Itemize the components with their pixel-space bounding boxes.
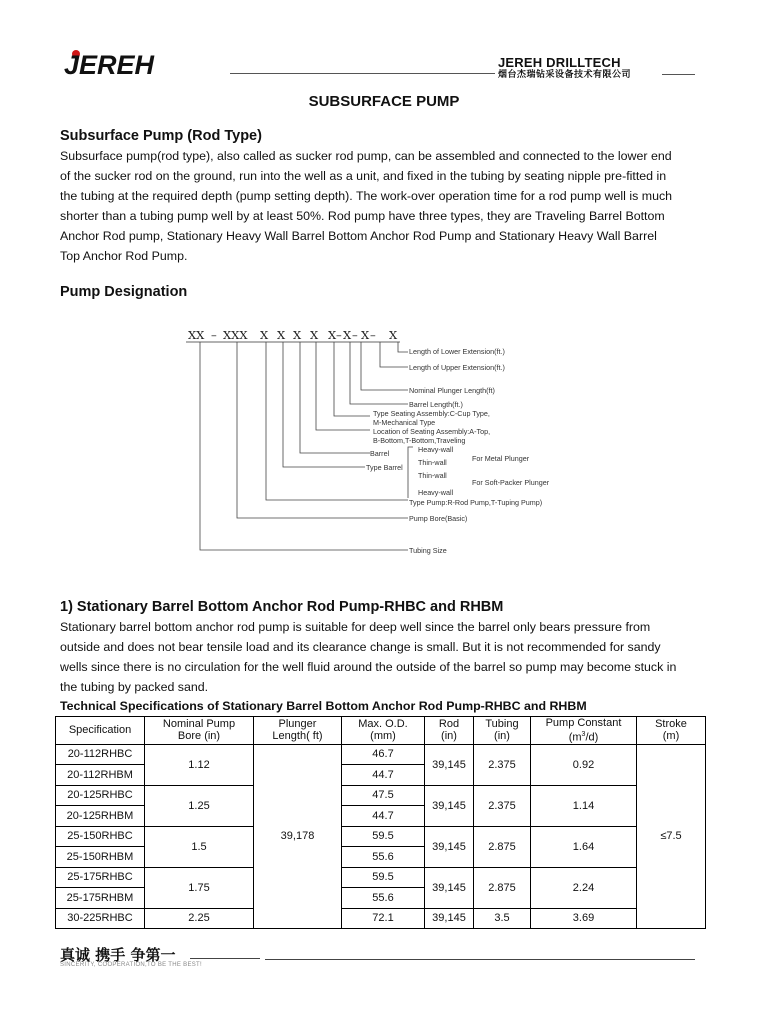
code-seating-location: X — [310, 328, 319, 342]
cell-spec: 20-112RHBM — [56, 765, 145, 786]
cell-bore: 1.75 — [145, 867, 254, 908]
table-row — [56, 867, 706, 888]
table-row — [56, 785, 706, 806]
cell-tubing: 2.875 — [474, 826, 531, 867]
table-row — [56, 826, 706, 847]
paragraph-line: Top Anchor Rod Pump. — [60, 248, 188, 263]
cell-tubing: 2.875 — [474, 867, 531, 908]
table-caption: Technical Specifications of Stationary Barrel Bottom Anchor Rod Pump-RHBC and RHBM — [60, 699, 587, 713]
cell-spec: 25-150RHBM — [56, 847, 145, 868]
header-od: Max. O.D. (mm) — [342, 717, 425, 745]
cell-rod: 39,145 — [425, 744, 474, 785]
cell-tubing: 2.375 — [474, 744, 531, 785]
code-tubing: XX — [188, 328, 205, 342]
label-seating-3: Location of Seating Assembly:A-Top, — [373, 427, 491, 436]
cell-od: 47.5 — [342, 785, 425, 806]
cell-spec: 20-112RHBC — [56, 744, 145, 765]
cell-plunger-length: 39,178 — [254, 744, 342, 929]
paragraph-line: the tubing by packed sand. — [60, 679, 209, 694]
header-rod: Rod (in) — [425, 717, 474, 745]
cell-tubing: 3.5 — [474, 908, 531, 929]
pump-designation-diagram — [180, 322, 600, 562]
cell-bore: 1.5 — [145, 826, 254, 867]
paragraph-line: wells since there is no circulation for the well fluid around the outside of the barrel so pump may become stuck in — [60, 659, 677, 674]
logo-text: JEREH — [64, 50, 155, 78]
footer-rule — [265, 959, 695, 960]
designation-code — [188, 328, 398, 342]
rod-type-paragraph — [60, 147, 700, 266]
section-heading-designation: Pump Designation — [60, 284, 188, 300]
header-tubing: Tubing (in) — [474, 717, 531, 745]
section-heading-rod-type: Subsurface Pump (Rod Type) — [60, 128, 262, 144]
designation-labels — [366, 347, 550, 555]
cell-od: 55.6 — [342, 847, 425, 868]
section-heading-rhbc: 1) Stationary Barrel Bottom Anchor Rod Pump-RHBC and RHBM — [60, 599, 504, 615]
code-extension: X — [389, 328, 398, 342]
code-barrel: X — [293, 328, 302, 342]
cell-rod: 39,145 — [425, 826, 474, 867]
paragraph-line: Subsurface pump(rod type), also called as sucker rod pump, can be assembled and connected to the lower end — [60, 149, 672, 163]
footer-rule-short — [190, 958, 260, 959]
cell-od: 44.7 — [342, 806, 425, 827]
header-constant: Pump Constant $(m^3/d)$ — [531, 717, 637, 745]
header-rule — [230, 73, 495, 74]
paragraph-line: the tubing at the required depth (pump setting depth). The work-over operation time for a rod pump well is much — [60, 188, 673, 203]
cell-spec: 25-175RHBC — [56, 867, 145, 888]
label-seating-1: Type Seating Assembly:C-Cup Type, — [373, 409, 490, 418]
cell-constant: 0.92 — [531, 744, 637, 785]
header-rule-right — [662, 74, 695, 75]
code-dash: – — [336, 328, 342, 342]
cell-bore: 1.25 — [145, 785, 254, 826]
spec-table — [55, 716, 706, 929]
label-barrel: Barrel — [370, 449, 390, 458]
cell-spec: 25-150RHBC — [56, 826, 145, 847]
label-lower-ext: Length of Lower Extension(ft.) — [409, 347, 505, 356]
cell-stroke: ≤7.5 — [637, 744, 706, 929]
cell-constant: 1.14 — [531, 785, 637, 826]
label-seating-2: M-Mechanical Type — [373, 418, 436, 427]
code-type-barrel: X — [277, 328, 286, 342]
paragraph-line: Stationary barrel bottom anchor rod pump is suitable for deep well since the barrel only bears pressure from — [60, 620, 651, 634]
footer-slogan-cn: 真诚 携手 争第一 — [60, 946, 176, 964]
cell-od: 44.7 — [342, 765, 425, 786]
label-heavy-wall-2: Heavy-wall — [418, 488, 454, 497]
cell-spec: 30-225RHBC — [56, 908, 145, 929]
page-title: SUBSURFACE PUMP — [308, 93, 460, 110]
paragraph-line: of the sucker rod on the ground, run into the well as a unit, and fixed in the tubing by seating nipple pre-fitted in — [60, 168, 667, 183]
label-plunger-length: Nominal Plunger Length(ft) — [409, 386, 495, 395]
cell-constant: 3.69 — [531, 908, 637, 929]
code-bore: XXX — [223, 328, 248, 342]
label-barrel-length: Barrel Length(ft.) — [409, 400, 463, 409]
table-row — [56, 908, 706, 929]
cell-constant: 2.24 — [531, 867, 637, 908]
cell-bore: 1.12 — [145, 744, 254, 785]
cell-od: 59.5 — [342, 826, 425, 847]
code-plunger-length: X — [361, 328, 370, 342]
paragraph-line: Anchor Rod pump, Stationary Heavy Wall Barrel Bottom Anchor Rod Pump and Stationary Heavy Wall Barrel — [60, 228, 657, 243]
cell-od: 59.5 — [342, 867, 425, 888]
cell-rod: 39,145 — [425, 785, 474, 826]
cell-spec: 20-125RHBM — [56, 806, 145, 827]
label-upper-ext: Length of Upper Extension(ft.) — [409, 363, 505, 372]
company-name-cn: 烟台杰瑞钻采设备技术有限公司 — [498, 69, 632, 79]
label-pump-bore: Pump Bore(Basic) — [409, 514, 468, 523]
cell-rod: 39,145 — [425, 908, 474, 929]
cell-tubing: 2.375 — [474, 785, 531, 826]
label-type-pump: Type Pump:R-Rod Pump,T-Tuping Pump) — [409, 498, 543, 507]
code-barrel-length: X — [343, 328, 352, 342]
cell-rod: 39,145 — [425, 867, 474, 908]
label-metal-plunger: For Metal Plunger — [472, 454, 530, 463]
header-bore: Nominal Pump Bore (in) — [145, 717, 254, 745]
label-thin-wall-1: Thin-wall — [418, 458, 447, 467]
label-type-barrel: Type Barrel — [366, 463, 403, 472]
cell-constant: 1.64 — [531, 826, 637, 867]
label-soft-plunger: For Soft-Packer Plunger — [472, 478, 550, 487]
code-dash: – — [352, 328, 358, 342]
cell-spec: 25-175RHBM — [56, 888, 145, 909]
label-tubing-size: Tubing Size — [409, 546, 447, 555]
leader-lines — [200, 342, 413, 550]
header-spec: Specification — [56, 717, 145, 745]
company-name-en: JEREH DRILLTECH — [498, 55, 621, 70]
paragraph-line: outside and does not bear tensile load and its clearance change is small. But it is not recommended for sandy — [60, 639, 661, 654]
header-plunger: Plunger Length( ft) — [254, 717, 342, 745]
label-seating-4: B-Bottom,T-Bottom,Traveling — [373, 436, 466, 445]
table-header-row — [56, 717, 706, 745]
table-row — [56, 744, 706, 765]
label-thin-wall-2: Thin-wall — [418, 471, 447, 480]
footer-slogan-en: SINCERITY, COOPERATION,TO BE THE BEST! — [60, 962, 202, 968]
cell-bore: 2.25 — [145, 908, 254, 929]
cell-od: 55.6 — [342, 888, 425, 909]
code-seating-type: X — [328, 328, 337, 342]
rhbc-paragraph — [60, 618, 700, 698]
paragraph-line: shorter than a tubing pump well by at least 50%. Rod pump have three types, they are Traveling Barrel Bottom — [60, 208, 665, 223]
cell-spec: 20-125RHBC — [56, 785, 145, 806]
label-heavy-wall-1: Heavy-wall — [418, 445, 454, 454]
header-stroke: Stroke (m) — [637, 717, 706, 745]
jereh-logo — [62, 48, 227, 78]
code-dash: – — [370, 328, 376, 342]
cell-od: 46.7 — [342, 744, 425, 765]
cell-od: 72.1 — [342, 908, 425, 929]
code-dash: – — [211, 328, 217, 342]
code-type-pump: X — [260, 328, 269, 342]
